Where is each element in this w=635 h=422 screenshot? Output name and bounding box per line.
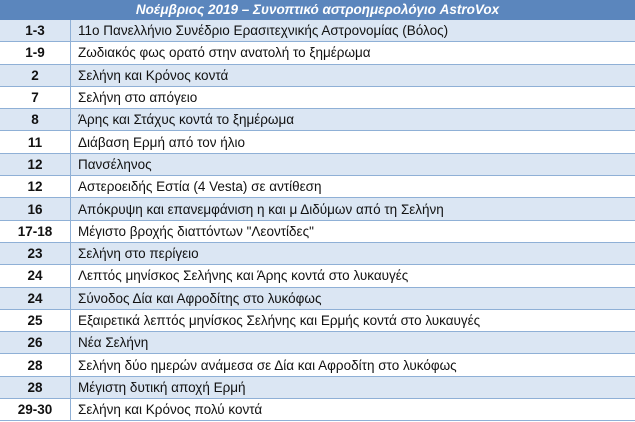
event-description: 11ο Πανελλήνιο Συνέδριο Ερασιτεχνικής Αστρονομίας (Βόλος)	[71, 20, 635, 42]
table-row	[0, 176, 635, 198]
event-description: Σελήνη δύο ημερών ανάμεσα σε Δία και Αφροδίτη στο λυκόφως	[71, 354, 635, 376]
event-description: Σελήνη στο περίγειο	[71, 242, 635, 264]
table-row	[0, 153, 635, 175]
event-date: 11	[0, 131, 71, 153]
table-row	[0, 220, 635, 242]
event-description: Άρης και Στάχυς κοντά το ξημέρωμα	[71, 109, 635, 131]
event-description: Σελήνη στο απόγειο	[71, 86, 635, 108]
event-description: Σελήνη και Κρόνος πολύ κοντά	[71, 399, 635, 421]
table-row	[0, 265, 635, 287]
table-row	[0, 64, 635, 86]
event-description: Σελήνη και Κρόνος κοντά	[71, 64, 635, 86]
event-description: Μέγιστο βροχής διαττόντων "Λεοντίδες"	[71, 220, 635, 242]
event-date: 29-30	[0, 399, 71, 421]
event-date: 28	[0, 354, 71, 376]
table-row	[0, 354, 635, 376]
table-row	[0, 332, 635, 354]
event-date: 28	[0, 376, 71, 398]
event-date: 26	[0, 332, 71, 354]
event-description: Νέα Σελήνη	[71, 332, 635, 354]
event-date: 1-3	[0, 20, 71, 42]
table-row	[0, 376, 635, 398]
event-date: 12	[0, 176, 71, 198]
event-date: 8	[0, 109, 71, 131]
event-description: Διάβαση Ερμή από τον ήλιο	[71, 131, 635, 153]
event-description: Μέγιστη δυτική αποχή Ερμή	[71, 376, 635, 398]
event-description: Αστεροειδής Εστία (4 Vesta) σε αντίθεση	[71, 176, 635, 198]
event-date: 23	[0, 242, 71, 264]
event-description: Εξαιρετικά λεπτός μηνίσκος Σελήνης και Ερμής κοντά στο λυκαυγές	[71, 309, 635, 331]
table-row	[0, 20, 635, 42]
table-row	[0, 131, 635, 153]
event-description: Ζωδιακός φως ορατό στην ανατολή το ξημέρωμα	[71, 42, 635, 64]
table-row	[0, 309, 635, 331]
table-row	[0, 242, 635, 264]
event-date: 12	[0, 153, 71, 175]
event-date: 17-18	[0, 220, 71, 242]
event-description: Σύνοδος Δία και Αφροδίτης στο λυκόφως	[71, 287, 635, 309]
event-date: 1-9	[0, 42, 71, 64]
event-date: 7	[0, 86, 71, 108]
calendar-title: Νοέμβριος 2019 – Συνοπτικό αστροημερολόγιο AstroVox	[0, 0, 635, 20]
table-row	[0, 109, 635, 131]
table-row	[0, 86, 635, 108]
event-date: 24	[0, 287, 71, 309]
event-date: 16	[0, 198, 71, 220]
event-description: Λεπτός μηνίσκος Σελήνης και Άρης κοντά στο λυκαυγές	[71, 265, 635, 287]
table-row	[0, 42, 635, 64]
event-date: 2	[0, 64, 71, 86]
table-row	[0, 399, 635, 421]
event-description: Πανσέληνος	[71, 153, 635, 175]
event-description: Απόκρυψη και επανεμφάνιση η και μ Διδύμων από τη Σελήνη	[71, 198, 635, 220]
table-row	[0, 198, 635, 220]
events-table	[0, 20, 635, 421]
event-date: 24	[0, 265, 71, 287]
table-row	[0, 287, 635, 309]
events-table-body	[0, 20, 635, 421]
event-date: 25	[0, 309, 71, 331]
